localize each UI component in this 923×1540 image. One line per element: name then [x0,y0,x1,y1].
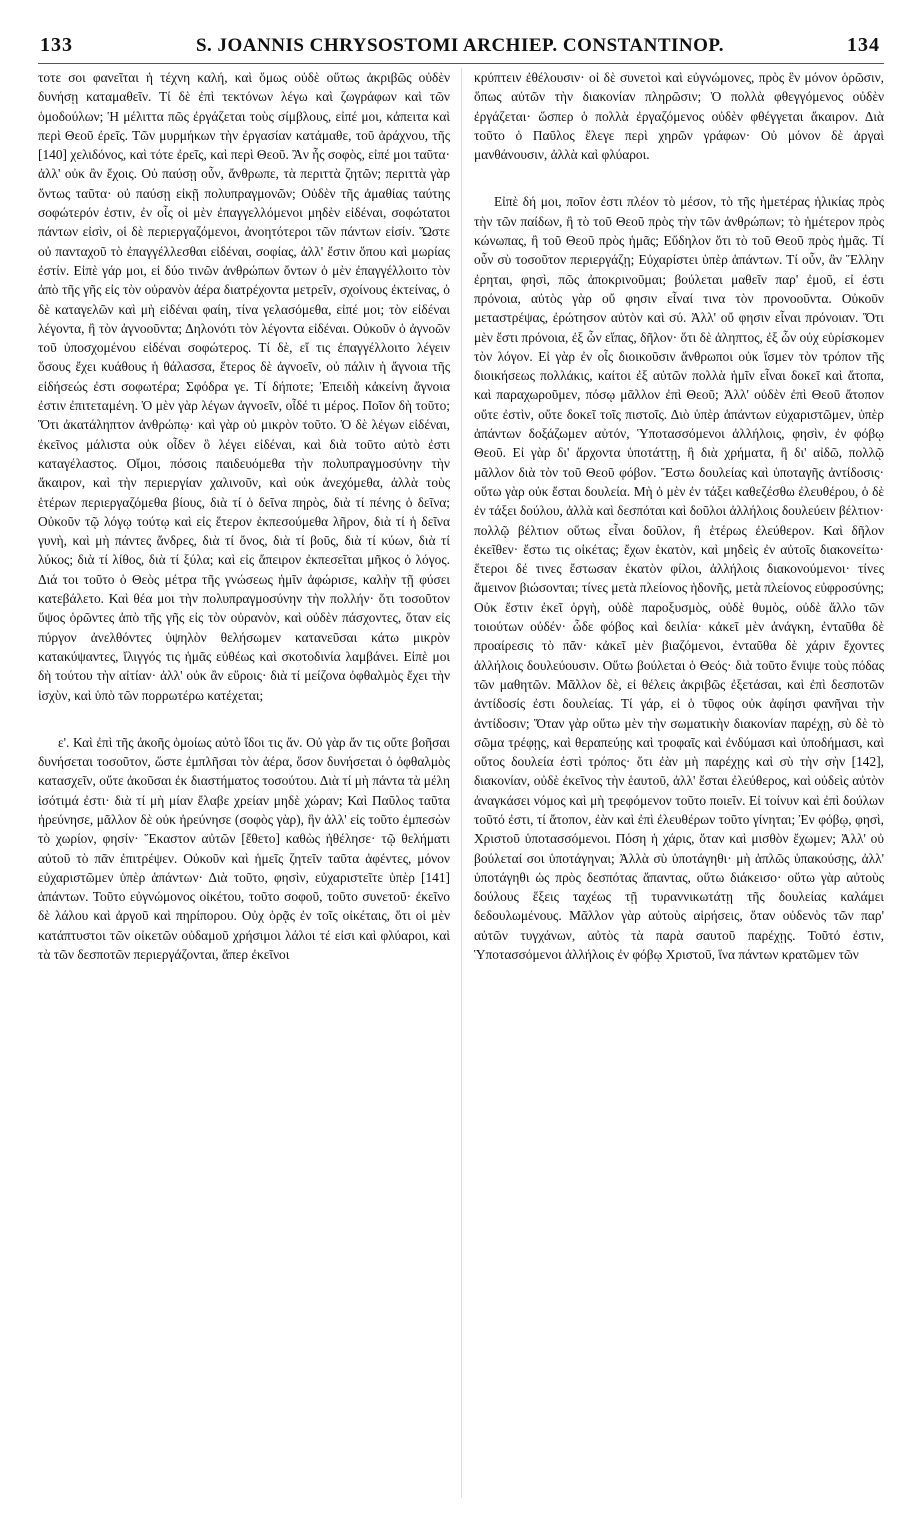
left-column [38,68,450,964]
page-number-right: 134 [847,34,880,56]
header-rule [38,63,884,64]
left-paragraph-2: ε'. Καὶ ἐπὶ τῆς ἀκοῆς ὁμοίως αὐτὸ ἴδοι τις ἄν. Οὐ γὰρ ἄν τις οὔτε βοῆσαι δυνήσεται τοσοῦτον, ὥστε ἐμπλῆσαι τὸν ἀέρα, ὅσον δυνήσεται ὁ ὀφθαλμὸς κατασχεῖν, οὔτε ἀκοῦσαι ἐκ διαστήματος τοσούτου. Διὰ τί μὴ πάντα τὰ μέλη ἰσότιμά ἐστι· διὰ τί μὴ μίαν ἔλαβε χρείαν μηδὲ χώραν; Καὶ Παῦλος ταῦτα ἠρεύνησε, μᾶλλον δὲ οὐκ ἠρεύνησε (σοφὸς γὰρ), ἣν ἀλλ' εἰς τοῦτο ἐμπεσὼν τὸ χωρίον, φησίν· Ἕκαστον αὐτῶν [ἔθετο] καθὼς ἠθέλησε· τῷ θελήματι αὐτοῦ τὸ πᾶν ἐπιτρέψεν. Οὐκοῦν καὶ ἡμεῖς ζητεῖν ταῦτα ἀφέντες, μόνον εὐχαριστῶμεν ὑπὲρ ἁπάντων· Διὰ τοῦτο, φησὶν, εὐχαριστεῖτε ὑπὲρ [141] ἁπάντων. Τοῦτο εὐγνώμονος οἰκέτου, τοῦτο σοφοῦ, τοῦτο συνετοῦ· ἐκεῖνο δὲ λάλου καὶ ἀργοῦ καὶ πηρίπορου. Οὐχ ὁρᾷς ἐν τοῖς οἰκέταις, ὅτι οἱ μὲν κατάπτυστοι τῶν οἰκετῶν οὐδαμοῦ χρήσιμοι λάλοι τέ εἰσι καὶ φλύαροι, καὶ τὰ τῶν δεσποτῶν περιεργάζονται, ἅπερ ἐκεῖνοι [38,734,450,963]
page-header [40,34,880,60]
right-paragraph-1: κρύπτειν ἐθέλουσιν· οἱ δὲ συνετοὶ καὶ εὐγνώμονες, πρὸς ἓν μόνον ὁρῶσιν, ὅπως αὐτῶν τὴν διακονίαν πληρῶσιν; Ὁ πολλὰ φθεγγόμενος οὐδὲν ἐργάζεται· ὥσπερ ὁ πολλὰ ἐργαζόμενος οὐδὲν φθέγγεται ἄκαιρον. Διὰ τοῦτο ὁ Παῦλος ἔλεγε περὶ χηρῶν γράφων· Οὐ μόνον δὲ ἀργαὶ μανθάνουσιν, ἀλλὰ καὶ φλύαροι. [474,70,884,163]
right-paragraph-2: Εἰπὲ δή μοι, ποῖον ἐστι πλέον τὸ μέσον, τὸ τῆς ἡμετέρας ἡλικίας πρὸς τὴν τῶν παίδων, ἢ τὸ τοῦ Θεοῦ πρὸς τὴν τῶν ἀνθρώπων; τὸ ἡμέτερον πρὸς κώνωπας, ἢ τοῦ Θεοῦ πρὸς ἡμᾶς; Εὔδηλον ὅτι τὸ τοῦ Θεοῦ πρὸς ἡμᾶς. Τί οὖν σὺ τοσοῦτον περιεργάζῃ; Εὐχαρίστει ὑπὲρ ἁπάντων. Τί οὖν, ἂν Ἕλλην ἐρηται, φησὶ, πῶς ἀποκρινοῦμαι; βούλεται μαθεῖν παρ' ἐμοῦ, εἰ ἐστι πρόνοια, αὐτὸς γὰρ οὔ φησιν εἶναί τινα τὸν προνοοῦντα. Οὐκοῦν μεταστρέψας, ἐρώτησον αὐτὸν καὶ σύ. Ἀλλ' οὔ φησιν εἶναι πρόνοιαν. Ὅτι μὲν ἔστι πρόνοια, ἐξ ὧν εἴπας, δῆλον· ὅτι δὲ ἀληπτος, ἐξ ὧν οὐχ εὑρίσκομεν τὸν λόγον. Εἰ γὰρ ἐν οἷς διοικοῦσιν ἄνθρωποι οὐκ ἴσμεν τὸν τρόπον τῆς διοικήσεως πολλάκις, καίτοι ἐξ αὐτῶν πολλὰ ἡμῖν εἶναι δοκεῖ καὶ ἄτοπα, καὶ παραχωροῦμεν, πόσῳ μᾶλλον ἐπὶ Θεοῦ; Ἀλλ' οὐδὲν ἐπὶ Θεοῦ ἄτοπον οὔτε ἐστὶν, οὔτε δοκεῖ τοῖς πιστοῖς. Διὸ ὑπὲρ ἁπάντων εὐχαριστῶμεν, ὑπὲρ ἁπάντων δοξάζωμεν αὐτόν, Ὑποτασσόμενοι ἀλλήλοις, φησὶν, ἐν φόβῳ Θεοῦ. Εἰ γὰρ δι' ἄρχοντα ὑποτάττῃ, ἢ διὰ χρήματα, ἢ δι' αἰδῶ, πολλῷ μᾶλλον διὰ τὸν τοῦ Θεοῦ φόβον. Ἔστω δουλείας καὶ ὑποταγῆς ἀντίδοσις· οὕτω γὰρ οὐκ ἔσται δουλεία. Μὴ ὁ μὲν ἐν τάξει καθεζέσθω ἐλευθέρου, ὁ δὲ ἐν τάξει δούλου, ἀλλὰ καὶ δεσπόται καὶ δοῦλοι ἀλλήλοις δουλεύειν βέλτιον· πολλῷ βέλτιον οὕτως εἶναι δοῦλον, ἢ ἑτέρως ἐλεύθερον. Καὶ δῆλον ἐκεῖθεν· ἔστω τις οἰκέτας; ἔχων ἑκατὸν, καὶ μηδεὶς ἐν αὐτοῖς διακονείτω· ἕτεροι δέ τινες ἔστωσαν ἑκατὸν φίλοι, ἀλλήλοις διακονούμενοι· τίνες ἄμεινον βιώσονται; τίνες μετὰ πλείονος ἡδονῆς, μετὰ πλείονος εὐφροσύνης; Οὐκ ἔστιν ἐκεῖ ὀργὴ, οὐδὲ παροξυσμὸς, οὐδὲ θυμὸς, οὐδὲ ἄλλο τῶν τοιούτων οὐδέν· ὧδε φόβος καὶ δειλία· κἀκεῖ μὲν ἀνάγκη, ἐνταῦθα δὲ προαίρεσις τὸ πᾶν· κἀκεῖ μὲν βιαζόμενοι, ἐνταῦθα δὲ χάριν ἔχοντες ἀλλήλοις δουλεύουσιν. Οὕτω βούλεται ὁ Θεός· διὰ τοῦτο ἔνιψε τοὺς πόδας τῶν μαθητῶν. Μᾶλλον δὲ, εἰ θέλεις ἀκριβῶς ἐξετάσαι, καὶ ἐπὶ δεσποτῶν ἀντίδοσίς ἐστι δουλείας. Τί γάρ, εἰ ὁ τῦφος οὐκ ἀφίησι φανῆναι τὴν ἀντίδοσιν; Ὅταν γὰρ οὕτω μὲν τὴν σωματικὴν διακονίαν παρέχῃ, σὺ δὲ τὸ σῶμα τρέφῃς, καὶ θεραπεύῃς καὶ τροφαῖς καὶ ἐνδύμασι καὶ ὑποδήμασι, καὶ οὕτος δουλεία ἐστὶ τρόπος· ὅτι ἐὰν μὴ παρέχῃς καὶ σὺ τὴν σὴν [142], διακονίαν, οὐδὲ ἐκεῖνος τὴν ἑαυτοῦ, ἀλλ' ἔσται ἐλεύθερος, καὶ οὐδεὶς αὐτὸν ἀναγκάσει νόμος καὶ μὴ τρεφόμενον τοῦτο ποιεῖν. Εἰ τοίνυν καὶ ἐπὶ δούλων τοῦτό ἐστι, τί ἄτοπον, ἐὰν καὶ ἐπὶ ἐλευθέρων τοῦτο γίνηται; Ἐν φόβῳ, φησὶ, Χριστοῦ ὑποτασσόμενοι. Πόση ἡ χάρις, ὅταν καὶ μισθὸν ἔχωμεν; Ἀλλ' οὐ βούλεταί σοι ὑποτάγηναι; Ἀλλὰ σὺ ὑποτάγηθι· μὴ ἁπλῶς ὑπακούσῃς, ἀλλ' ὑποτάγηθι ὡς πρὸς δεσπότας ἅπαντας, οὕτω διάκεισο· οὕτω γὰρ αὐτοὺς δούλους ἕξεις ταχέως τῇ τυραννικωτάτῃ τῆς δουλείας καλάμει δεδουλωμένους. Μᾶλλον γὰρ αὐτοὺς αἱρήσεις, ὅταν οὐδενὸς τῶν παρ' αὐτῶν τυγχάνων, αὐτὸς τὰ παρὰ σαυτοῦ παρέχῃς. Τοῦτό ἐστιν, Ὑποτασσόμενοι ἀλλήλοις ἐν φόβῳ Χριστοῦ, ἵνα πάντων κρατῶμεν τῶν [474,194,884,963]
left-paragraph-1: τοτε σοι φανεῖται ἡ τέχνη καλή, καὶ ὅμως οὐδὲ οὕτως ἀκριβῶς οὐδὲν δυνήσῃ καταμαθεῖν. Τί δὲ ἐπὶ τεκτόνων λέγω καὶ ζωγράφων καὶ τῶν ὁμοδούλων; Ἡ μέλιττα πῶς ἐργάζεται τοὺς σίμβλους, εἰπέ μοι, κἀπειτα καὶ περὶ Θεοῦ ἐρεῖς. Τῶν μυρμήκων τὴν ἐργασίαν κατάμαθε, τοῦ ἀράχνου, τῆς [140] χελιδόνος, καὶ τότε ἐρεῖς, καὶ περὶ Θεοῦ. Ἂν ἧς σοφὸς, εἰπέ μοι ταῦτα· ἀλλ' οὐκ ἂν ἔχοις. Οὐ παύσῃ οὖν, ἄνθρωπε, τὰ περιττὰ ζητῶν; περιττὰ γὰρ ὄντως ταῦτα· οὐ παύσῃ εἰκῇ πολυπραγμονῶν; Οὐδὲν τῆς ἀμαθίας ταύτης σοφώτερόν ἐστιν, ἐν οἷς οἱ μὲν ἐπαγγελλόμενοι μηδὲν εἰδέναι, σοφώτατοι πάντων εἰσὶν, οἱ δὲ περιεργαζόμενοι, ἀνοητότεροι τῶν πάντων εἰσίν. Ὥστε οὐ πανταχοῦ τὸ ἐπαγγέλλεσθαι εἰδέναι, σοφίας, ἀλλ' ἔστιν ὅπου καὶ μωρίας ἐστίν. Εἰπὲ γάρ μοι, εἰ δύο τινῶν ἀνθρώπων ὄντων ὁ μὲν ἐπαγγέλλοιτο τὸν ἀπὸ τῆς γῆς εἰς τὸν οὐρανὸν ἀέρα διατρέχοντα μετρεῖν, σχοίνους ἐκτείνας, ὁ δὲ καταγελῶν καὶ μὴ εἰδέναι φαίη, τίνα γελασόμεθα, εἰπέ μοι; τὸν εἰδέναι λέγοντα, ἢ τὸν ἀγνοοῦντα; Δηλονότι τὸν λέγοντα εἰδέναι. Οὐκοῦν ὁ ἀγνοῶν τοῦ ὑποσχομένου εἰδέναι σοφώτερος. Τί δὲ, εἴ τις ἐπαγγέλλοιτο λέγειν ὅσους ἔχει κυάθους ἡ θάλασσα, ἕτερος δὲ ἀγνοεῖν, οὐ πάλιν ἡ ἄγνοια τῆς εἰδήσεώς ἐστι σοφωτέρα; Σφόδρα γε. Τί δήποτε; Ἐπειδὴ κἀκείνη ἄγνοια ἐστιν ἐπιτεταμένη. Ὁ μὲν γὰρ λέγων ἀγνοεῖν, οἶδέ τι μέρος. Ποῖον δὴ τοῦτο; Ὅτι ἀκατάληπτον ἀνθρώπῳ· καὶ γὰρ οὐ μικρὸν τοῦτο. Ὁ δὲ λέγων εἰδέναι, ἐκεῖνος μάλιστα οὐκ οἶδεν ὃ λέγει εἰδέναι, καὶ διὰ τοῦτο αὐτὸ ἐστι καταγέλαστος. Οἴμοι, πόσοις παιδευόμεθα τὴν πολυπραγμοσύνην τὴν ἄκαιρον, καὶ τὴν περιεργίαν χαλινοῦν, καὶ οὐκ ἀνεχόμεθα, ἀλλὰ τοὺς ἑτέρων περιεργαζόμεθα βίους, διὰ τί ὁ δεῖνα πηρὸς, διὰ τί πένης ὁ δεῖνα; Οὐκοῦν τῷ λόγῳ τούτῳ καὶ εἰς ἕτερον ἐκπεσούμεθα λῆρον, διὰ τί ἡ δεῖνα γυνὴ, καὶ μὴ πάντες ἄνδρες, διὰ τί ὄνος, διὰ τί βοῦς, διὰ τί κύων, διὰ τί λύκος; διὰ τί λίθος, διὰ τί ξύλα; καὶ εἰς ἄπειρον ἐκπεσεῖται μῆκος ὁ λόγος. Διά τοι τοῦτο ὁ Θεὸς μέτρα τῆς γνώσεως ἡμῖν ἀφώρισε, καλὴν τῇ φύσει κατεβάλετο. Καὶ θέα μοι τὴν πολυπραγμοσύνην τὴν πολλήν· ὅτι τοσοῦτον ὕψος ὁρῶντες ἀπὸ τῆς γῆς εἰς τὸν οὐρανὸν, καὶ οὐδὲν πάσχοντες, ὅταν εἰς πύργον ἀνελθόντες ὑψηλὸν θελήσωμεν κατανεῦσαι κάτω μικρὸν κατακύψαντες, ἴλιγγός τις ἡμᾶς εὐθέως καὶ σκοτοδινία λαμβάνει. Εἰπὲ μοι δὴ τούτου τὴν αἰτίαν· ἀλλ' οὐκ ἂν εὕροις· διὰ τί μείζονα ὀφθαλμὸς ἔχει τὴν ἰσχὺν, καὶ ὑπὸ τῶν πορρωτέρω κατέχεται; [38,70,450,703]
right-column [474,68,884,964]
page-number-left: 133 [40,34,73,56]
running-head: S. JOANNIS CHRYSOSTOMI ARCHIEP. CONSTANTINOP. [195,35,725,56]
column-divider [461,68,462,1498]
